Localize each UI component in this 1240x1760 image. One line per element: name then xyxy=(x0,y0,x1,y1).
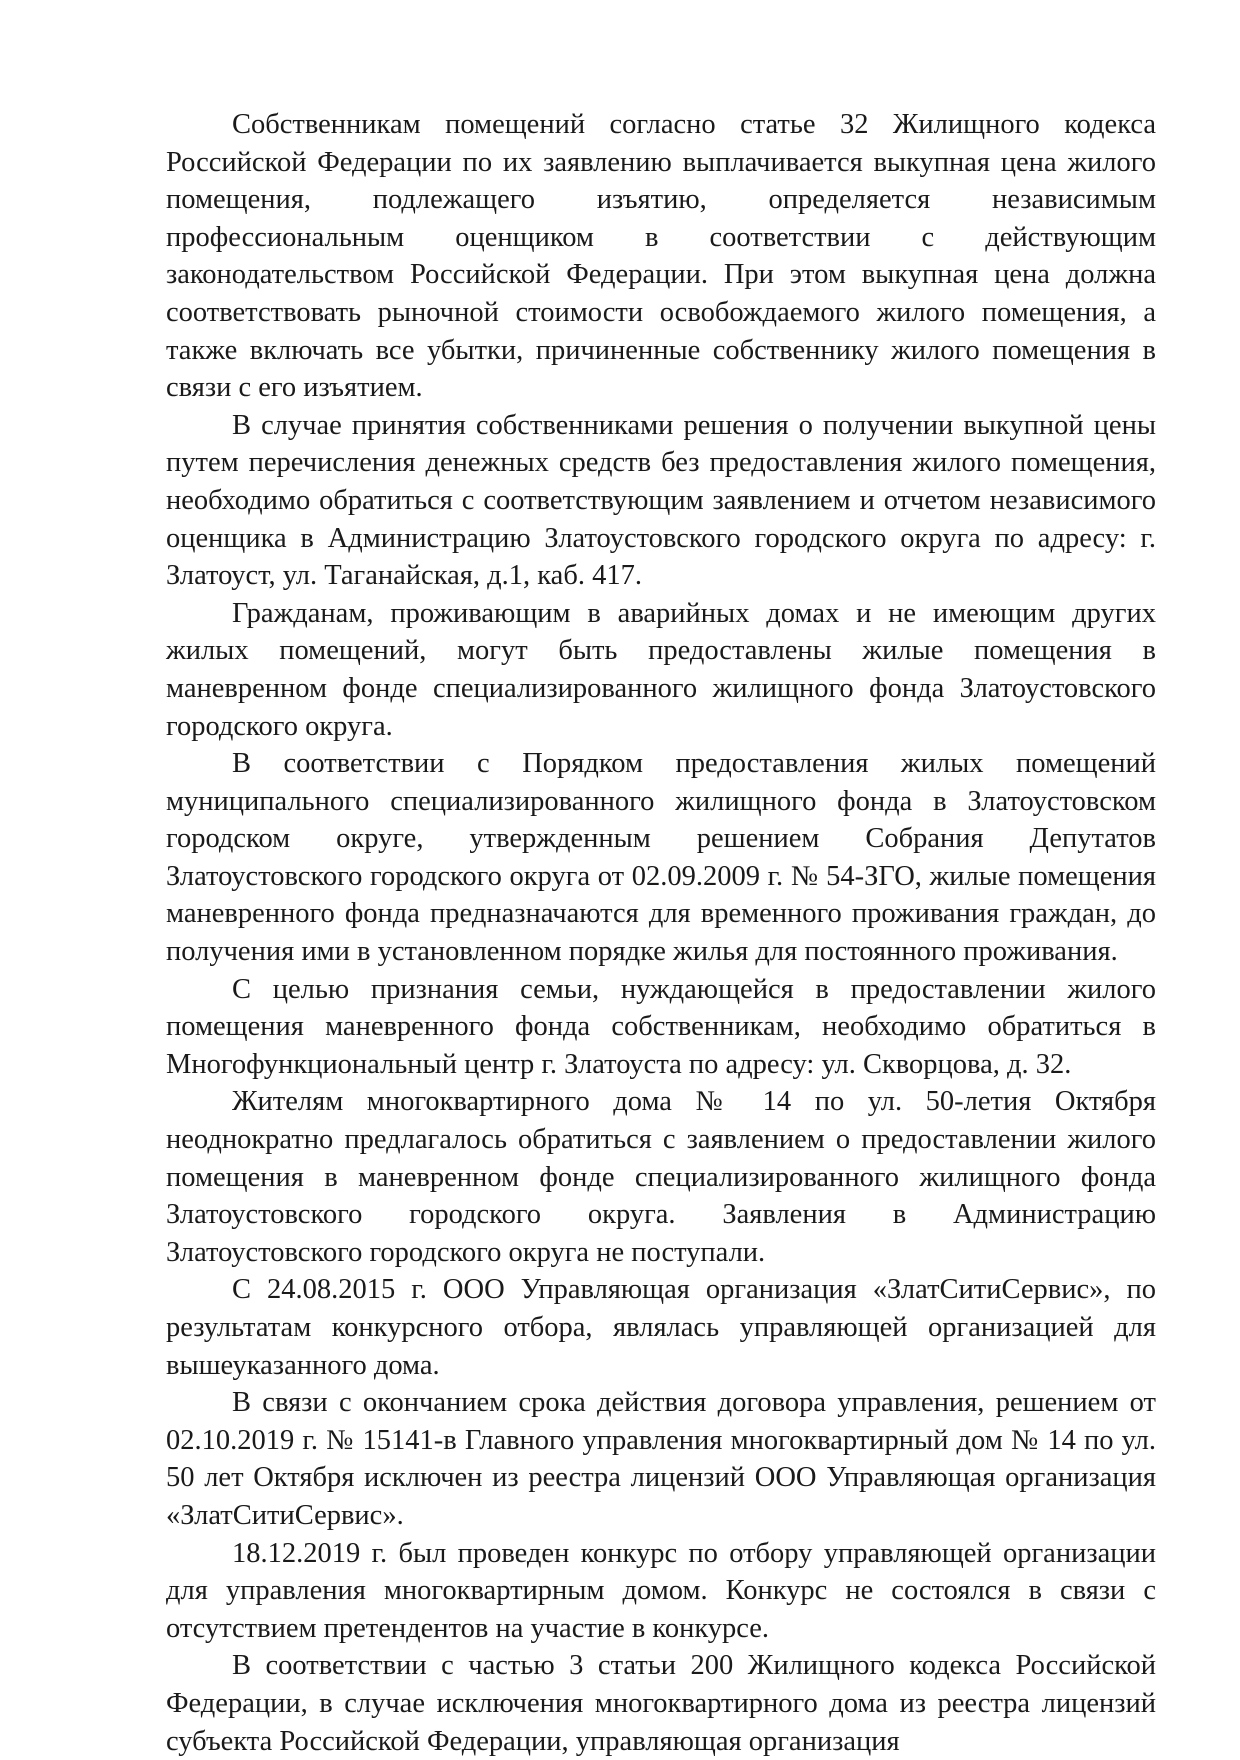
paragraph-housing-code: В соответствии с частью 3 статьи 200 Жилищного кодекса Российской Федерации, в случае исключения многоквартирного дома из реестра лицензий субъекта Российской Федерации, управляющая организация xyxy=(166,1650,1156,1757)
paragraph-residents-offer: Жителям многоквартирного дома № 14 по ул. 50-летия Октября неоднократно предлагалось обратиться с заявлением о предоставлении жилого помещения в маневренном фонде специализированного жилищного фонда Златоустовского городского округа. Заявления в Администрацию Златоустовского городского округа не поступали. xyxy=(166,1086,1156,1268)
paragraph-procedure: В соответствии с Порядком предоставления жилых помещений муниципального специализированного жилищного фонда в Златоустовском городском округе, утвержденным решением Собрания Депутатов Златоустовского городского округа от 02.09.2009 г. № 54-ЗГО, жилые помещения маневренного фонда предназначаются для временного проживания граждан, до получения ими в установленном порядке жилья для постоянного проживания. xyxy=(166,748,1156,968)
paragraph-maneuver-fund: Гражданам, проживающим в аварийных домах и не имеющим других жилых помещений, могут быть предоставлены жилые помещения в маневренном фонде специализированного жилищного фонда Златоустовского городского округа. xyxy=(166,597,1156,742)
paragraph-competition: 18.12.2019 г. был проведен конкурс по отбору управляющей организации для управления многоквартирным домом. Конкурс не состоялся в связи с отсутствием претендентов на участие в конкурсе. xyxy=(166,1537,1156,1644)
paragraph-buyout-price: Собственникам помещений согласно статье 32 Жилищного кодекса Российской Федерации по их заявлению выплачивается выкупная цена жилого помещения, подлежащего изъятию, определяется независимым профессиональным оценщиком в соответствии с действующим законодательством Российской Федерации. При этом выкупная цена должна соответствовать рыночной стоимости освобождаемого жилого помещения, а также включать все убытки, причиненные собственнику жилого помещения в связи с его изъятием. xyxy=(166,109,1156,404)
document-body xyxy=(166,106,1156,1760)
paragraph-mfc-application: С целью признания семьи, нуждающейся в предоставлении жилого помещения маневренного фонда собственникам, необходимо обратиться в Многофункциональный центр г. Златоуста по адресу: ул. Скворцова, д. 32. xyxy=(166,973,1156,1080)
paragraph-management-company: С 24.08.2015 г. ООО Управляющая организация «ЗлатСитиСервис», по результатам конкурсного отбора, являлась управляющей организацией для вышеуказанного дома. xyxy=(166,1274,1156,1381)
paragraph-license-exclusion: В связи с окончанием срока действия договора управления, решением от 02.10.2019 г. № 15141-в Главного управления многоквартирный дом № 14 по ул. 50 лет Октября исключен из реестра лицензий ООО Управляющая организация «ЗлатСитиСервис». xyxy=(166,1387,1156,1531)
paragraph-buyout-application: В случае принятия собственниками решения о получении выкупной цены путем перечисления денежных средств без предоставления жилого помещения, необходимо обратиться с соответствующим заявлением и отчетом независимого оценщика в Администрацию Златоустовского городского округа по адресу: г. Златоуст, ул. Таганайская, д.1, каб. 417. xyxy=(166,409,1156,592)
